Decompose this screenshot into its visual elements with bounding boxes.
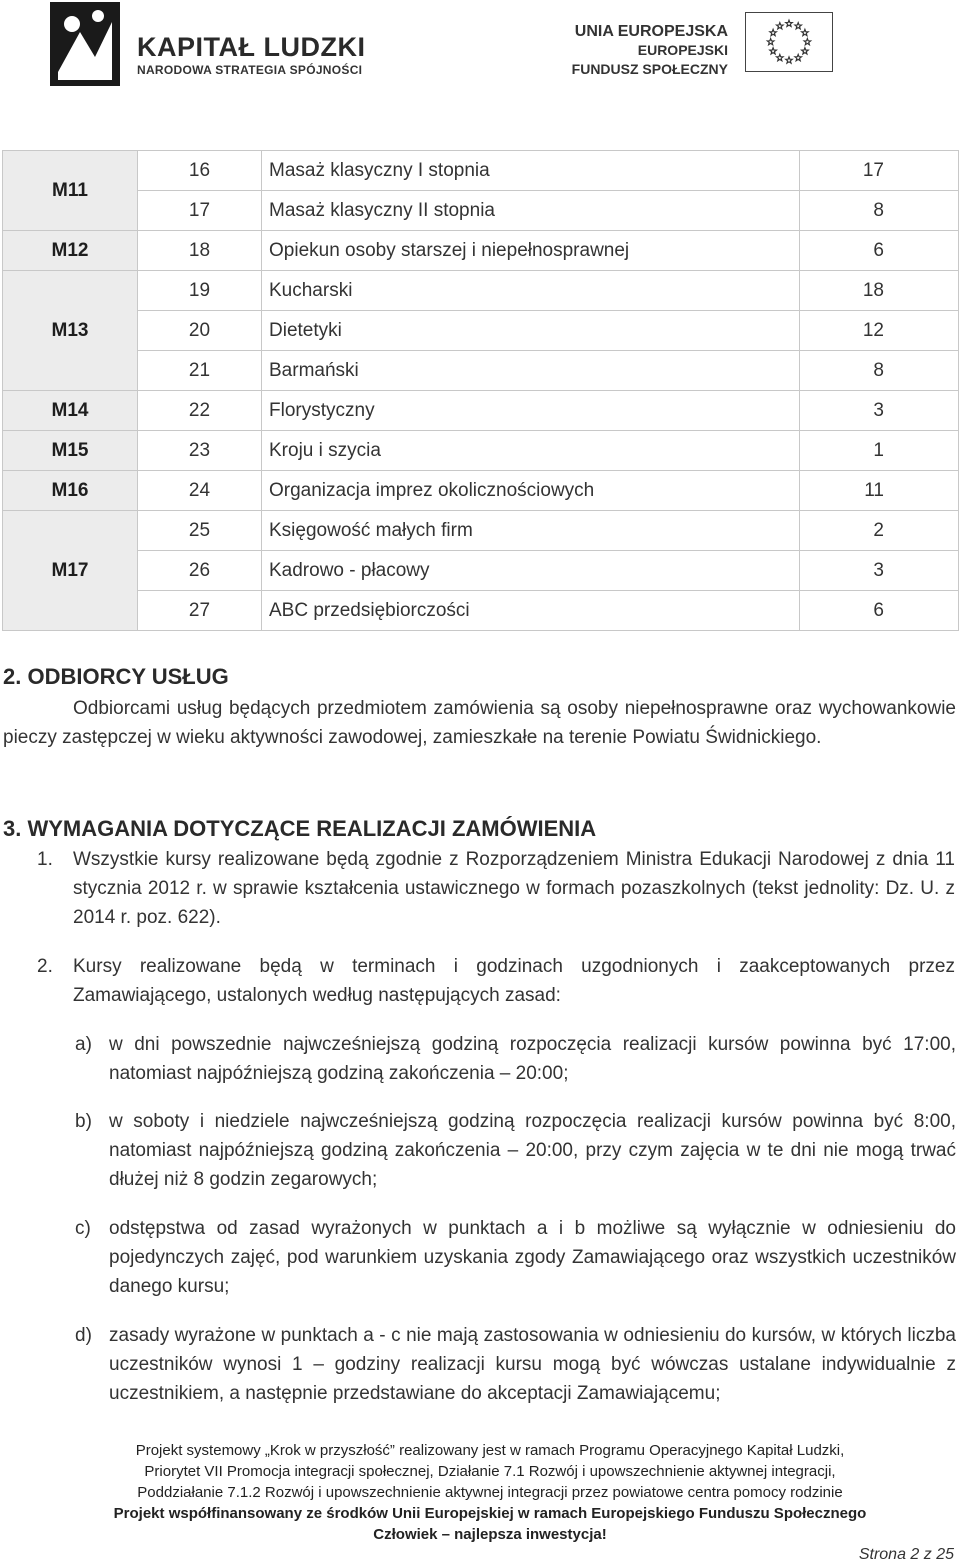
participant-count-cell: 8 <box>800 351 959 391</box>
section-3-heading: 3. WYMAGANIA DOTYCZĄCE REALIZACJI ZAMÓWIENIA <box>3 816 597 841</box>
course-number-cell: 20 <box>138 311 262 351</box>
item-2-text: Kursy realizowane będą w terminach i godzinach uzgodnionych i zaakceptowanych przez Zamawiającego, ustalonych według następujących zasad: <box>73 956 955 1006</box>
participant-count-cell: 17 <box>800 151 959 191</box>
eu-line1: UNIA EUROPEJSKA <box>574 23 728 40</box>
page-number: Strona 2 z 25 <box>858 1546 954 1563</box>
requirement-item-2 <box>37 952 955 1010</box>
item-2-marker: 2. <box>37 956 53 977</box>
eu-star-icon <box>786 57 793 63</box>
eu-star-icon <box>795 54 802 60</box>
course-number-cell: 19 <box>138 271 262 311</box>
table-row <box>3 391 959 431</box>
course-name-cell: ABC przedsiębiorczości <box>262 591 800 631</box>
course-name-cell: Florystyczny <box>262 391 800 431</box>
table-row <box>3 311 959 351</box>
sub-item-d <box>75 1321 956 1408</box>
module-cell: M12 <box>3 231 138 271</box>
footer-line-5: Człowiek – najlepsza inwestycja! <box>373 1526 607 1543</box>
participant-count-cell: 6 <box>800 231 959 271</box>
participant-count-cell: 3 <box>800 551 959 591</box>
participant-count-cell: 1 <box>800 431 959 471</box>
eu-line2: EUROPEJSKI <box>637 42 728 58</box>
requirement-item-1 <box>37 845 955 932</box>
course-number-cell: 24 <box>138 471 262 511</box>
participant-count-cell: 6 <box>800 591 959 631</box>
eu-star-icon <box>804 39 811 45</box>
sub-d-marker: d) <box>75 1325 92 1346</box>
course-number-cell: 16 <box>138 151 262 191</box>
course-name-cell: Barmański <box>262 351 800 391</box>
table-row <box>3 471 959 511</box>
eu-star-icon <box>770 29 777 35</box>
footer-line-4: Projekt współfinansowany ze środków Unii Europejskiej w ramach Europejskiego Funduszu Społecznego <box>113 1505 867 1522</box>
sub-a-text: w dni powszednie najwcześniejszą godziną rozpoczęcia realizacji kursów powinna być 17:00, natomiast najpóźniejszą godziną zakończenia – 20:00; <box>109 1034 956 1084</box>
section-2-heading: 2. ODBIORCY USŁUG <box>3 664 229 689</box>
module-cell: M13 <box>3 271 138 391</box>
participant-count-cell: 11 <box>800 471 959 511</box>
sub-c-text: odstępstwa od zasad wyrażonych w punktach a i b możliwe są wyłącznie w odniesieniu do pojedynczych zajęć, pod warunkiem uzyskania zgody Zamawiającego oraz wszystkich uczestników danego kursu; <box>109 1218 956 1297</box>
course-number-cell: 22 <box>138 391 262 431</box>
eu-star-icon <box>777 23 784 29</box>
sub-b-marker: b) <box>75 1111 92 1132</box>
kapital-ludzki-logo-icon <box>50 2 120 86</box>
kapital-ludzki-subtitle: NARODOWA STRATEGIA SPÓJNOŚCI <box>137 63 363 77</box>
eu-star-icon <box>777 54 784 60</box>
eu-star-icon <box>767 39 774 45</box>
participant-count-cell: 3 <box>800 391 959 431</box>
sub-c-marker: c) <box>75 1218 91 1239</box>
table-row <box>3 591 959 631</box>
eu-line3: FUNDUSZ SPOŁECZNY <box>571 61 728 77</box>
course-number-cell: 23 <box>138 431 262 471</box>
participant-count-cell: 12 <box>800 311 959 351</box>
eu-logo-text <box>572 22 728 79</box>
eu-star-icon <box>802 29 809 35</box>
participant-count-cell: 8 <box>800 191 959 231</box>
module-cell: M17 <box>3 511 138 631</box>
course-name-cell: Organizacja imprez okolicznościowych <box>262 471 800 511</box>
course-number-cell: 25 <box>138 511 262 551</box>
sub-b-text: w soboty i niedziele najwcześniejszą godziną rozpoczęcia realizacji kursów powinna być 8:00, natomiast najpóźniejszą godziną zakończenia – 20:00, przy czym zajęcia w te dni nie mogą trwać dłużej niż 8 godzin zegarowych; <box>109 1111 956 1190</box>
sub-d-text: zasady wyrażone w punktach a - c nie mają zastosowania w odniesieniu do kursów, w których liczba uczestników wynosi 1 – godziny realizacji kursu mogą być wówczas ustalane indywidualnie z uczestnikiem, a następnie przedstawiane do akceptacji Zamawiającemu; <box>109 1325 956 1404</box>
sub-a-marker: a) <box>75 1034 92 1055</box>
course-name-cell: Kadrowo - płacowy <box>262 551 800 591</box>
eu-star-icon <box>770 48 777 54</box>
table-row <box>3 551 959 591</box>
eu-star-icon <box>795 23 802 29</box>
course-name-cell: Kroju i szycia <box>262 431 800 471</box>
footer-line-3: Poddziałanie 7.1.2 Rozwój i upowszechnienie aktywnej integracji przez powiatowe centra pomocy rodzinie <box>137 1484 843 1501</box>
table-row <box>3 151 959 191</box>
course-name-cell: Kucharski <box>262 271 800 311</box>
table-row <box>3 511 959 551</box>
courses-table-body <box>3 151 959 631</box>
course-name-cell: Księgowość małych firm <box>262 511 800 551</box>
footer-line-1: Projekt systemowy „Krok w przyszłość” realizowany jest w ramach Programu Operacyjnego Kapitał Ludzki, <box>135 1442 845 1459</box>
section-2-paragraph: Odbiorcami usług będących przedmiotem zamówienia są osoby niepełnosprawne oraz wychowankowie pieczy zastępczej w wieku aktywności zawodowej, zamieszkałe na terenie Powiatu Świdnickiego. <box>3 698 956 748</box>
course-name-cell: Masaż klasyczny I stopnia <box>262 151 800 191</box>
page-header <box>0 0 960 92</box>
module-cell: M11 <box>3 151 138 231</box>
course-name-cell: Dietetyki <box>262 311 800 351</box>
eu-star-icon <box>802 48 809 54</box>
course-number-cell: 27 <box>138 591 262 631</box>
course-number-cell: 17 <box>138 191 262 231</box>
sub-item-c <box>75 1214 956 1301</box>
module-cell: M14 <box>3 391 138 431</box>
item-1-marker: 1. <box>37 849 53 870</box>
item-1-text: Wszystkie kursy realizowane będą zgodnie z Rozporządzeniem Ministra Edukacji Narodowej z dnia 11 stycznia 2012 r. w sprawie kształcenia ustawicznego w formach pozaszkolnych (tekst jednolity: Dz. U. z 2014 r. poz. 622). <box>73 849 955 928</box>
sub-item-a <box>75 1030 956 1088</box>
table-row <box>3 191 959 231</box>
kapital-ludzki-title: KAPITAŁ LUDZKI <box>137 32 366 62</box>
course-number-cell: 21 <box>138 351 262 391</box>
course-number-cell: 18 <box>138 231 262 271</box>
table-row <box>3 431 959 471</box>
module-cell: M16 <box>3 471 138 511</box>
table-row <box>3 351 959 391</box>
course-name-cell: Opiekun osoby starszej i niepełnosprawnej <box>262 231 800 271</box>
page-footer <box>60 1440 920 1545</box>
sub-item-b <box>75 1107 956 1194</box>
participant-count-cell: 18 <box>800 271 959 311</box>
footer-line-2: Priorytet VII Promocja integracji społecznej, Działanie 7.1 Rozwój i upowszechnienie aktywnej integracji, <box>144 1463 836 1480</box>
eu-star-icon <box>786 20 793 26</box>
course-name-cell: Masaż klasyczny II stopnia <box>262 191 800 231</box>
eu-flag-icon <box>745 12 833 72</box>
table-row <box>3 271 959 311</box>
module-cell: M15 <box>3 431 138 471</box>
courses-table <box>2 150 959 631</box>
table-row <box>3 231 959 271</box>
participant-count-cell: 2 <box>800 511 959 551</box>
course-number-cell: 26 <box>138 551 262 591</box>
